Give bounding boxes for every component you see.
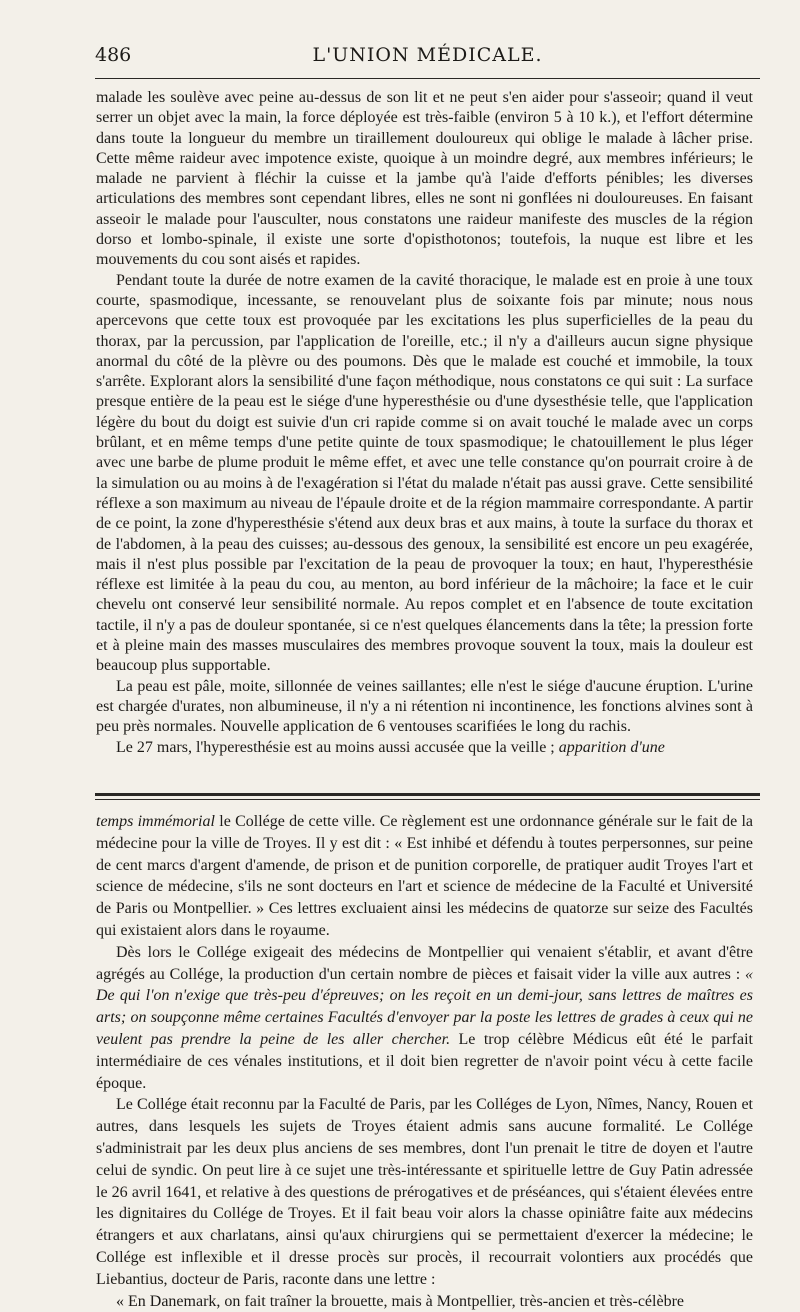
main-text bbox=[96, 88, 753, 758]
footnote-separator-thin bbox=[95, 799, 760, 800]
text-run: Dès lors le Collége exigeait des médecins de Montpellier qui venaient s'établir, et avant d'être agrégés au Collége, la production d'un certain nombre de pièces et faisait vider la ville aux autres : bbox=[96, 943, 753, 983]
running-title: L'UNION MÉDICALE. bbox=[312, 44, 543, 66]
header-rule bbox=[95, 78, 760, 79]
italic-run: temps immémorial bbox=[96, 813, 215, 830]
text-run: Le trop célèbre Médicus eût été le parfait intermédiaire de ces vénales institutions, et il doit bien regretter de n'avoir point vécu à cette facile époque. bbox=[96, 1030, 753, 1092]
running-header bbox=[95, 44, 760, 74]
text-run: Le 27 mars, l'hyperesthésie est au moins aussi accusée que la veille ; bbox=[116, 738, 555, 756]
italic-quote: « De qui l'on n'exige que très-peu d'épreuves; on les reçoit en un demi-jour, sans lettres de maîtres es arts; on soupçonne même certaines Facultés d'envoyer par la poste les lettres de grades à ceux qui ne veulent pas prendre la peine de les aller chercher. bbox=[96, 965, 754, 1048]
paragraph: « En Danemark, on fait traîner la brouette, mais à Montpellier, très-ancien et très-célèbre bbox=[116, 1292, 684, 1310]
italic-run: apparition d'une bbox=[558, 738, 665, 756]
page-number: 486 bbox=[95, 44, 132, 66]
footnote-text bbox=[96, 811, 753, 1312]
paragraph: La peau est pâle, moite, sillonnée de veines saillantes; elle n'est le siége d'aucune éruption. L'urine est chargée d'urates, non albumineuse, il n'y a ni rétention ni incontinence, les fonctions alvines sont à peu près normales. Nouvelle application de 6 ventouses scarifiées le long du rachis. bbox=[96, 677, 753, 736]
paragraph: Pendant toute la durée de notre examen de la cavité thoracique, le malade est en proie à une toux courte, spasmodique, incessante, se renouvelant plus de soixante fois par minute; nous nous apercevons que cette toux est provoquée par les excitations les plus superficielles de la peau du thorax, par la percussion, par l'application de l'oreille, etc.; il n'y a d'ailleurs aucun signe physique anormal du côté de la plèvre ou des poumons. Dès que le malade est couché et immobile, la toux s'arrête. Explorant alors la sensibilité d'une façon méthodique, nous constatons ce qui suit : La surface presque entière de la peau est le siége d'une hyperesthésie ou d'une dysesthésie telle, que l'application légère du bout du doigt est suivie d'un cri rapide comme si on avait touché le malade avec un corps brûlant, et en même temps d'une petite quinte de toux spasmodique; le chatouillement le plus léger avec une barbe de plume produit le même effet, et avec une telle constance qu'on pourrait croire à de la simulation ou au moins à de l'exagération si l'état du malade n'était pas aussi grave. Cette sensibilité réflexe a son maximum au niveau de l'épaule droite et de la région mammaire correspondante. A partir de ce point, la zone d'hyperesthésie s'étend aux deux bras et aux mains, à toute la surface du thorax et de l'abdomen, à la peau des cuisses; au-dessous des genoux, la sensibilité est encore un peu exagérée, mais il n'est plus possible par l'excitation de la peau de provoquer la toux; en haut, l'hyperesthésie réflexe est limitée à la peau du cou, au menton, au bord inférieur de la mâchoire; la face et le cuir chevelu ont conservé leur sensibilité normale. Au repos complet et en l'absence de toute excitation tactile, il n'y a pas de douleur spontanée, si ce n'est quelques élancements dans la tête; la pression forte et à pleine main des masses musculaires des membres provoque souvent la toux, mais la douleur est beaucoup plus supportable. bbox=[96, 271, 753, 675]
footnote-separator bbox=[95, 793, 760, 796]
text-run: le Collége de cette ville. Ce règlement est une ordonnance générale sur le fait de la médecine pour la ville de Troyes. Il y est dit : « Est inhibé et défendu à toutes perpersonnes, sur peine de cent marcs d'argent d'amende, de prison et de punition corporelle, de pratiquer audit Troyes l'art et science de médecine, s'ils ne sont docteurs en l'art et science de médecine de la Faculté et Université de Paris ou Montpellier. » Ces lettres excluaient ainsi les médecins de quatorze sur seize des Facultés qui existaient alors dans le royaume. bbox=[96, 813, 754, 939]
paragraph bbox=[96, 942, 753, 1095]
paragraph: Le Collége était reconnu par la Faculté de Paris, par les Colléges de Lyon, Nîmes, Nancy, Rouen et autres, dans lesquels les sujets de Troyes étaient admis sans aucune formalité. Le Collége s'administrait par les deux plus anciens de ses membres, dont l'un prenait le titre de doyen et l'autre celui de syndic. On peut lire à ce sujet une très-intéressante et spirituelle lettre de Guy Patin adressée le 26 avril 1641, et relative à des questions de prérogatives et de préséances, qui s'étaient élevées entre les dignitaires du Collége de Troyes. Et il fait beau voir alors la chasse opiniâtre faite aux médecins étrangers et aux charlatans, ainsi qu'aux chirurgiens qui se permettaient d'exercer la médecine; le Collége est inflexible et il dresse procès sur procès, il recourrait volontiers aux procédés que Liebantius, docteur de Paris, raconte dans une lettre : bbox=[96, 1096, 753, 1288]
paragraph bbox=[96, 811, 753, 942]
paragraph bbox=[96, 738, 753, 758]
paragraph: malade les soulève avec peine au-dessus de son lit et ne peut s'en aider pour s'asseoir; quand il veut serrer un objet avec la main, la force déployée est très-faible (environ 5 à 10 k.), et l'effort détermine dans toute la longueur du membre un tiraillement douloureux qui oblige le malade à lâcher prise. Cette même raideur avec impotence existe, quoique à un moindre degré, aux membres inférieurs; le malade ne parvient à fléchir la cuisse et la jambe qu'à l'aide d'efforts pénibles; les diverses articulations des membres sont cependant libres, elles ne sont ni gonflées ni douloureuses. En faisant asseoir le malade pour l'ausculter, nous constatons une raideur manifeste des muscles de la région dorso et lombo-spinale, il existe une sorte d'opisthotonos; toutefois, la nuque est libre et les mouvements du cou sont aisés et rapides. bbox=[96, 89, 753, 269]
